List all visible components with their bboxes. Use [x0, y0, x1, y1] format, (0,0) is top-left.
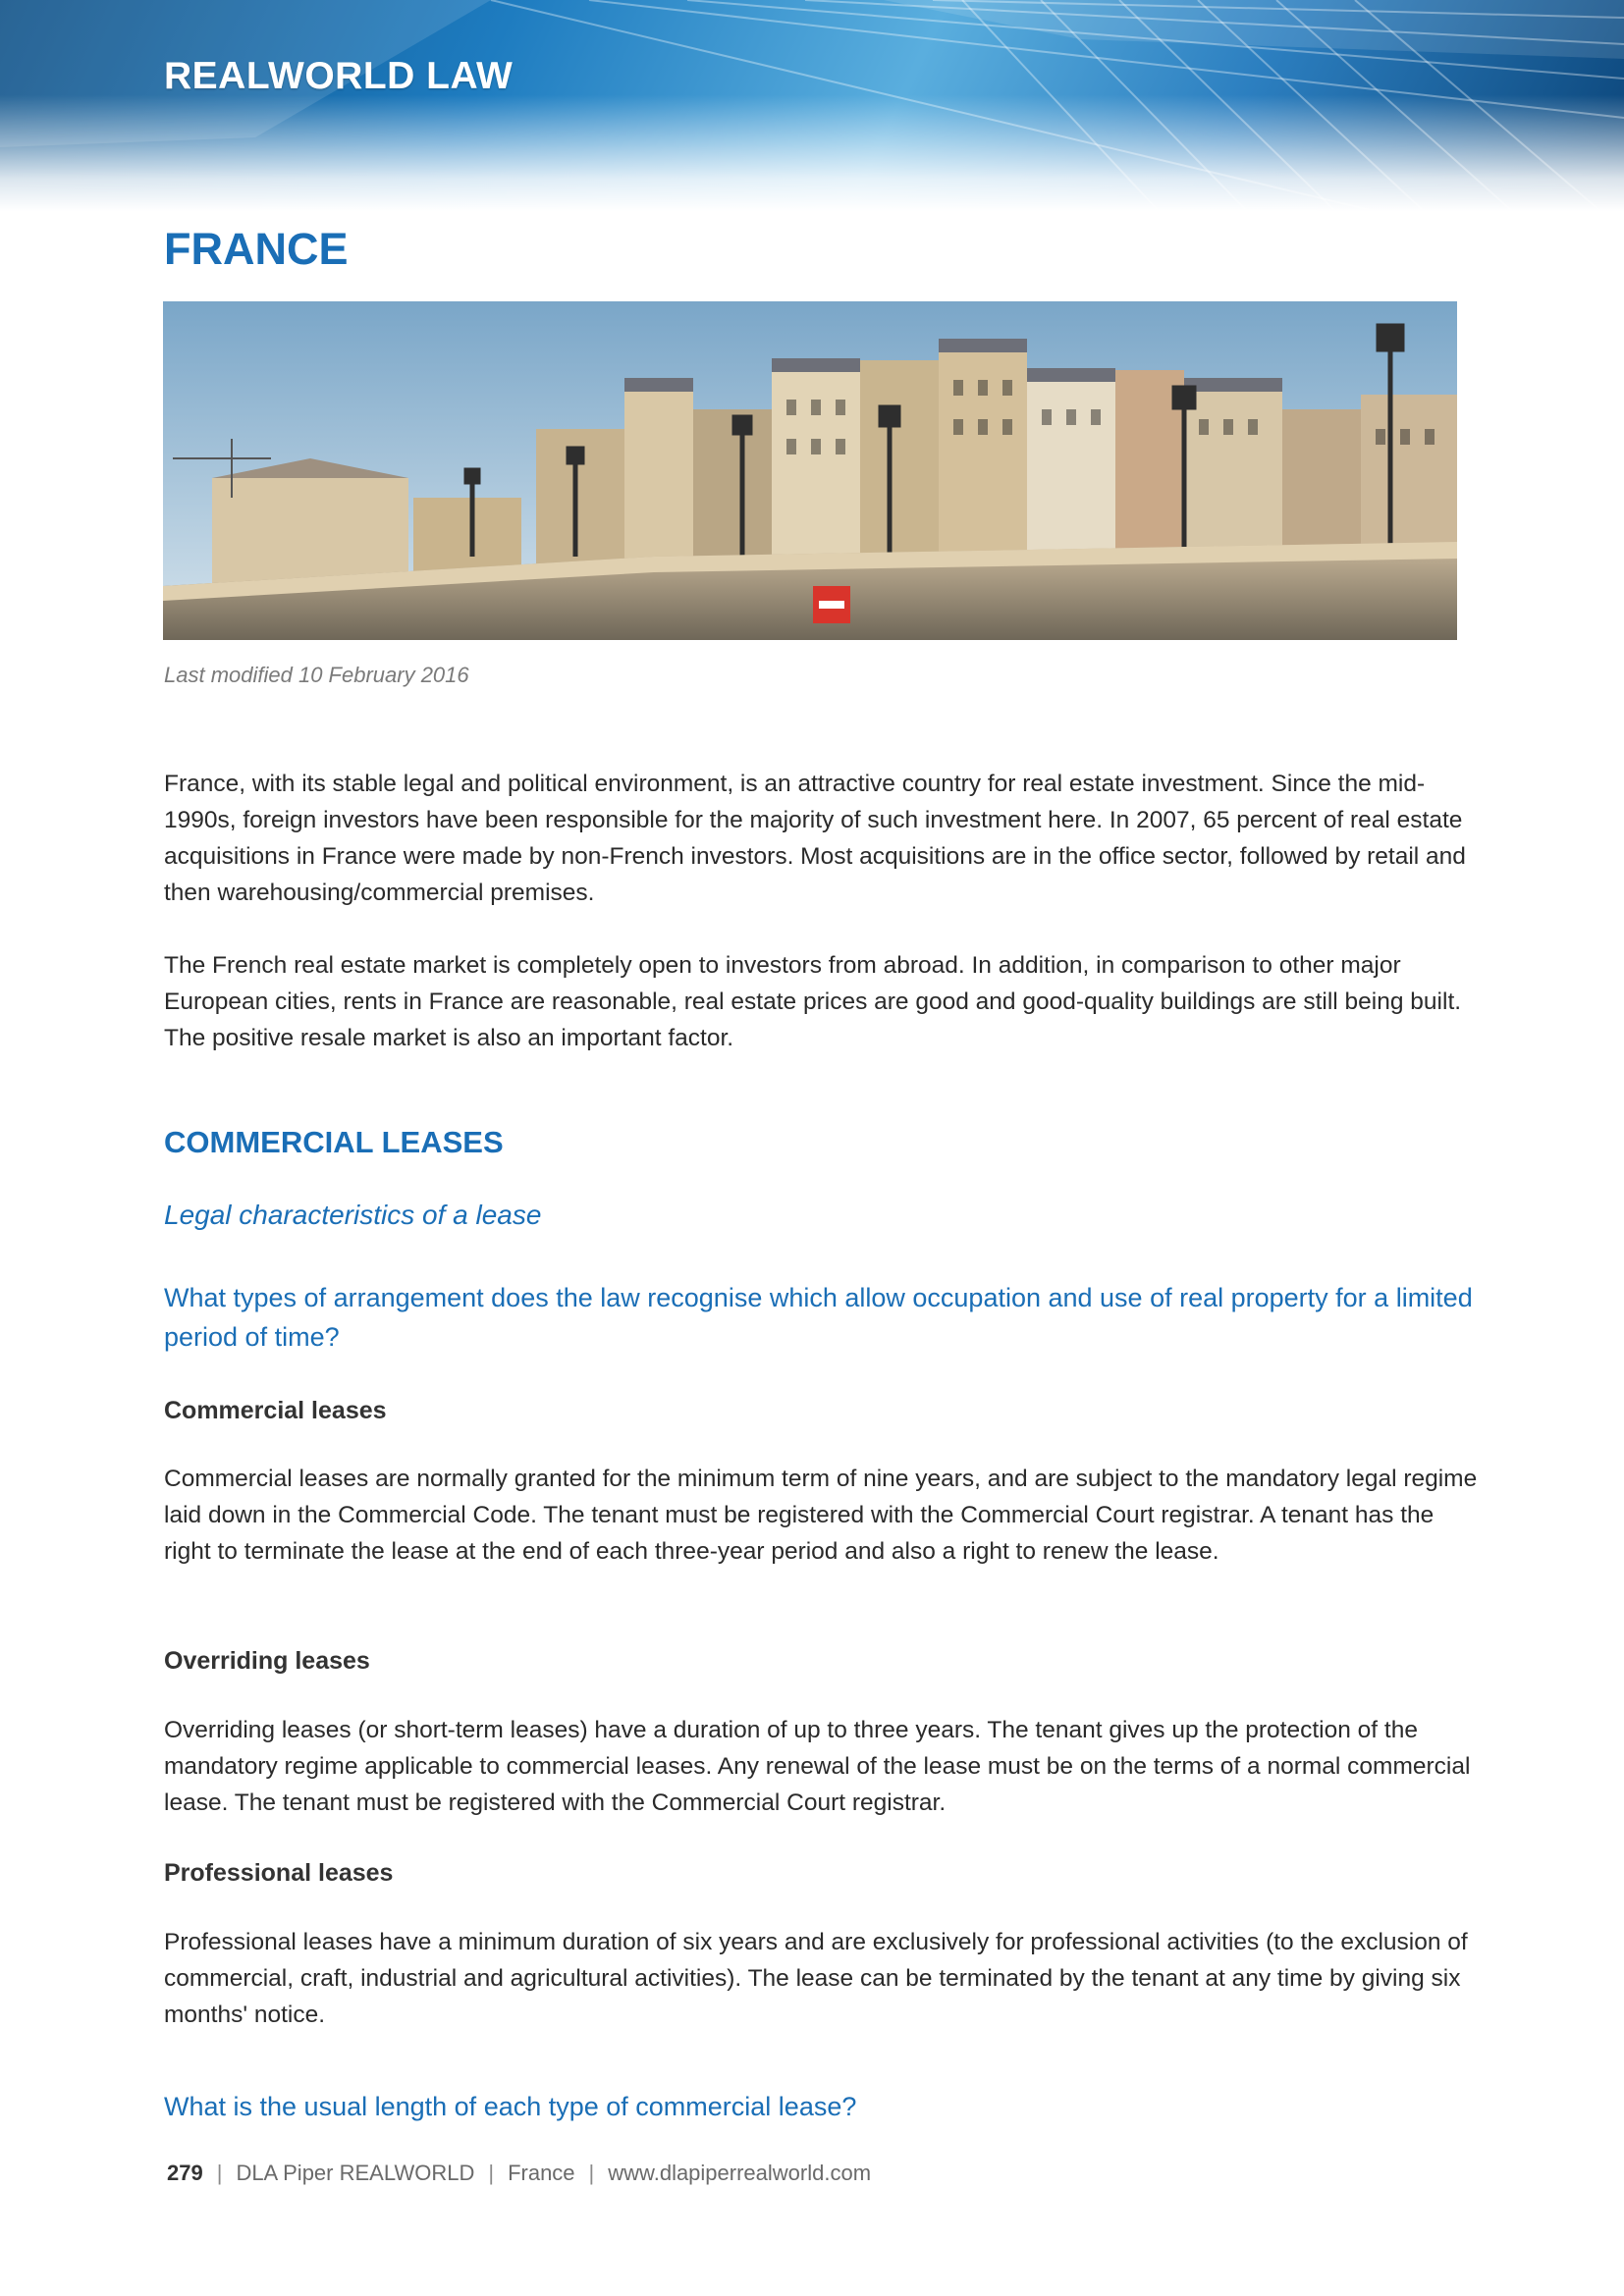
page-number: 279	[167, 2161, 203, 2185]
section-heading: COMMERCIAL LEASES	[164, 1125, 504, 1159]
item-text: Overriding leases (or short-term leases) have a duration of up to three years. The tenant gives up the protection of the mandatory regime applicable to commercial leases. Any renewal of the lease must be on the terms of a normal commercial lease. The tenant must be registered with the Commercial Court registrar.	[164, 1717, 1471, 1816]
item-text: Commercial leases are normally granted for the minimum term of nine years, and are subject to the mandatory legal regime laid down in the Commercial Code. The tenant must be registered with the Commercial Court registrar. A tenant has the right to terminate the lease at the end of each three-year period and also a right to renew the lease.	[164, 1466, 1478, 1565]
question-arrangements: What types of arrangement does the law recognise which allow occupation and use of real property for a limited period of time?	[164, 1283, 1473, 1352]
footer-country: France	[508, 2161, 575, 2185]
header-banner	[0, 0, 1624, 211]
footer-separator: |	[216, 2161, 223, 2185]
page-title: FRANCE	[164, 224, 349, 274]
question-lease-length: What is the usual length of each type of commercial lease?	[164, 2092, 857, 2121]
item-title: Overriding leases	[164, 1647, 370, 1675]
glass-building-graphic	[0, 0, 1624, 211]
intro-paragraph-1: France, with its stable legal and political environment, is an attractive country for real estate investment. Since the mid-1990s, foreign investors have been responsible for the majority of such investment here. In 2007, 65 percent of real estate acquisitions in France were made by non-French investors. Most acquisitions are in the office sector, followed by retail and then warehousing/commercial premises.	[164, 771, 1466, 906]
item-title: Professional leases	[164, 1859, 394, 1887]
brand-title: REALWORLD LAW	[164, 55, 514, 97]
hero-photo	[163, 301, 1457, 640]
item-text: Professional leases have a minimum duration of six years and are exclusively for professional activities (to the exclusion of commercial, craft, industrial and agricultural activities). The lease can be terminated by the tenant at any time by giving six months' notice.	[164, 1929, 1468, 2028]
page-footer	[167, 2161, 871, 2186]
section-subheading: Legal characteristics of a lease	[164, 1200, 542, 1230]
footer-separator: |	[588, 2161, 595, 2185]
footer-publisher: DLA Piper REALWORLD	[236, 2161, 475, 2185]
intro-paragraph-2: The French real estate market is completely open to investors from abroad. In addition, in comparison to other major European cities, rents in France are reasonable, real estate prices are good and good-quality buildings are still being built. The positive resale market is also an important factor.	[164, 952, 1462, 1051]
footer-separator: |	[488, 2161, 495, 2185]
item-title: Commercial leases	[164, 1397, 387, 1424]
footer-url-link[interactable]: www.dlapiperrealworld.com	[608, 2161, 872, 2185]
last-modified-date: Last modified 10 February 2016	[164, 663, 469, 687]
